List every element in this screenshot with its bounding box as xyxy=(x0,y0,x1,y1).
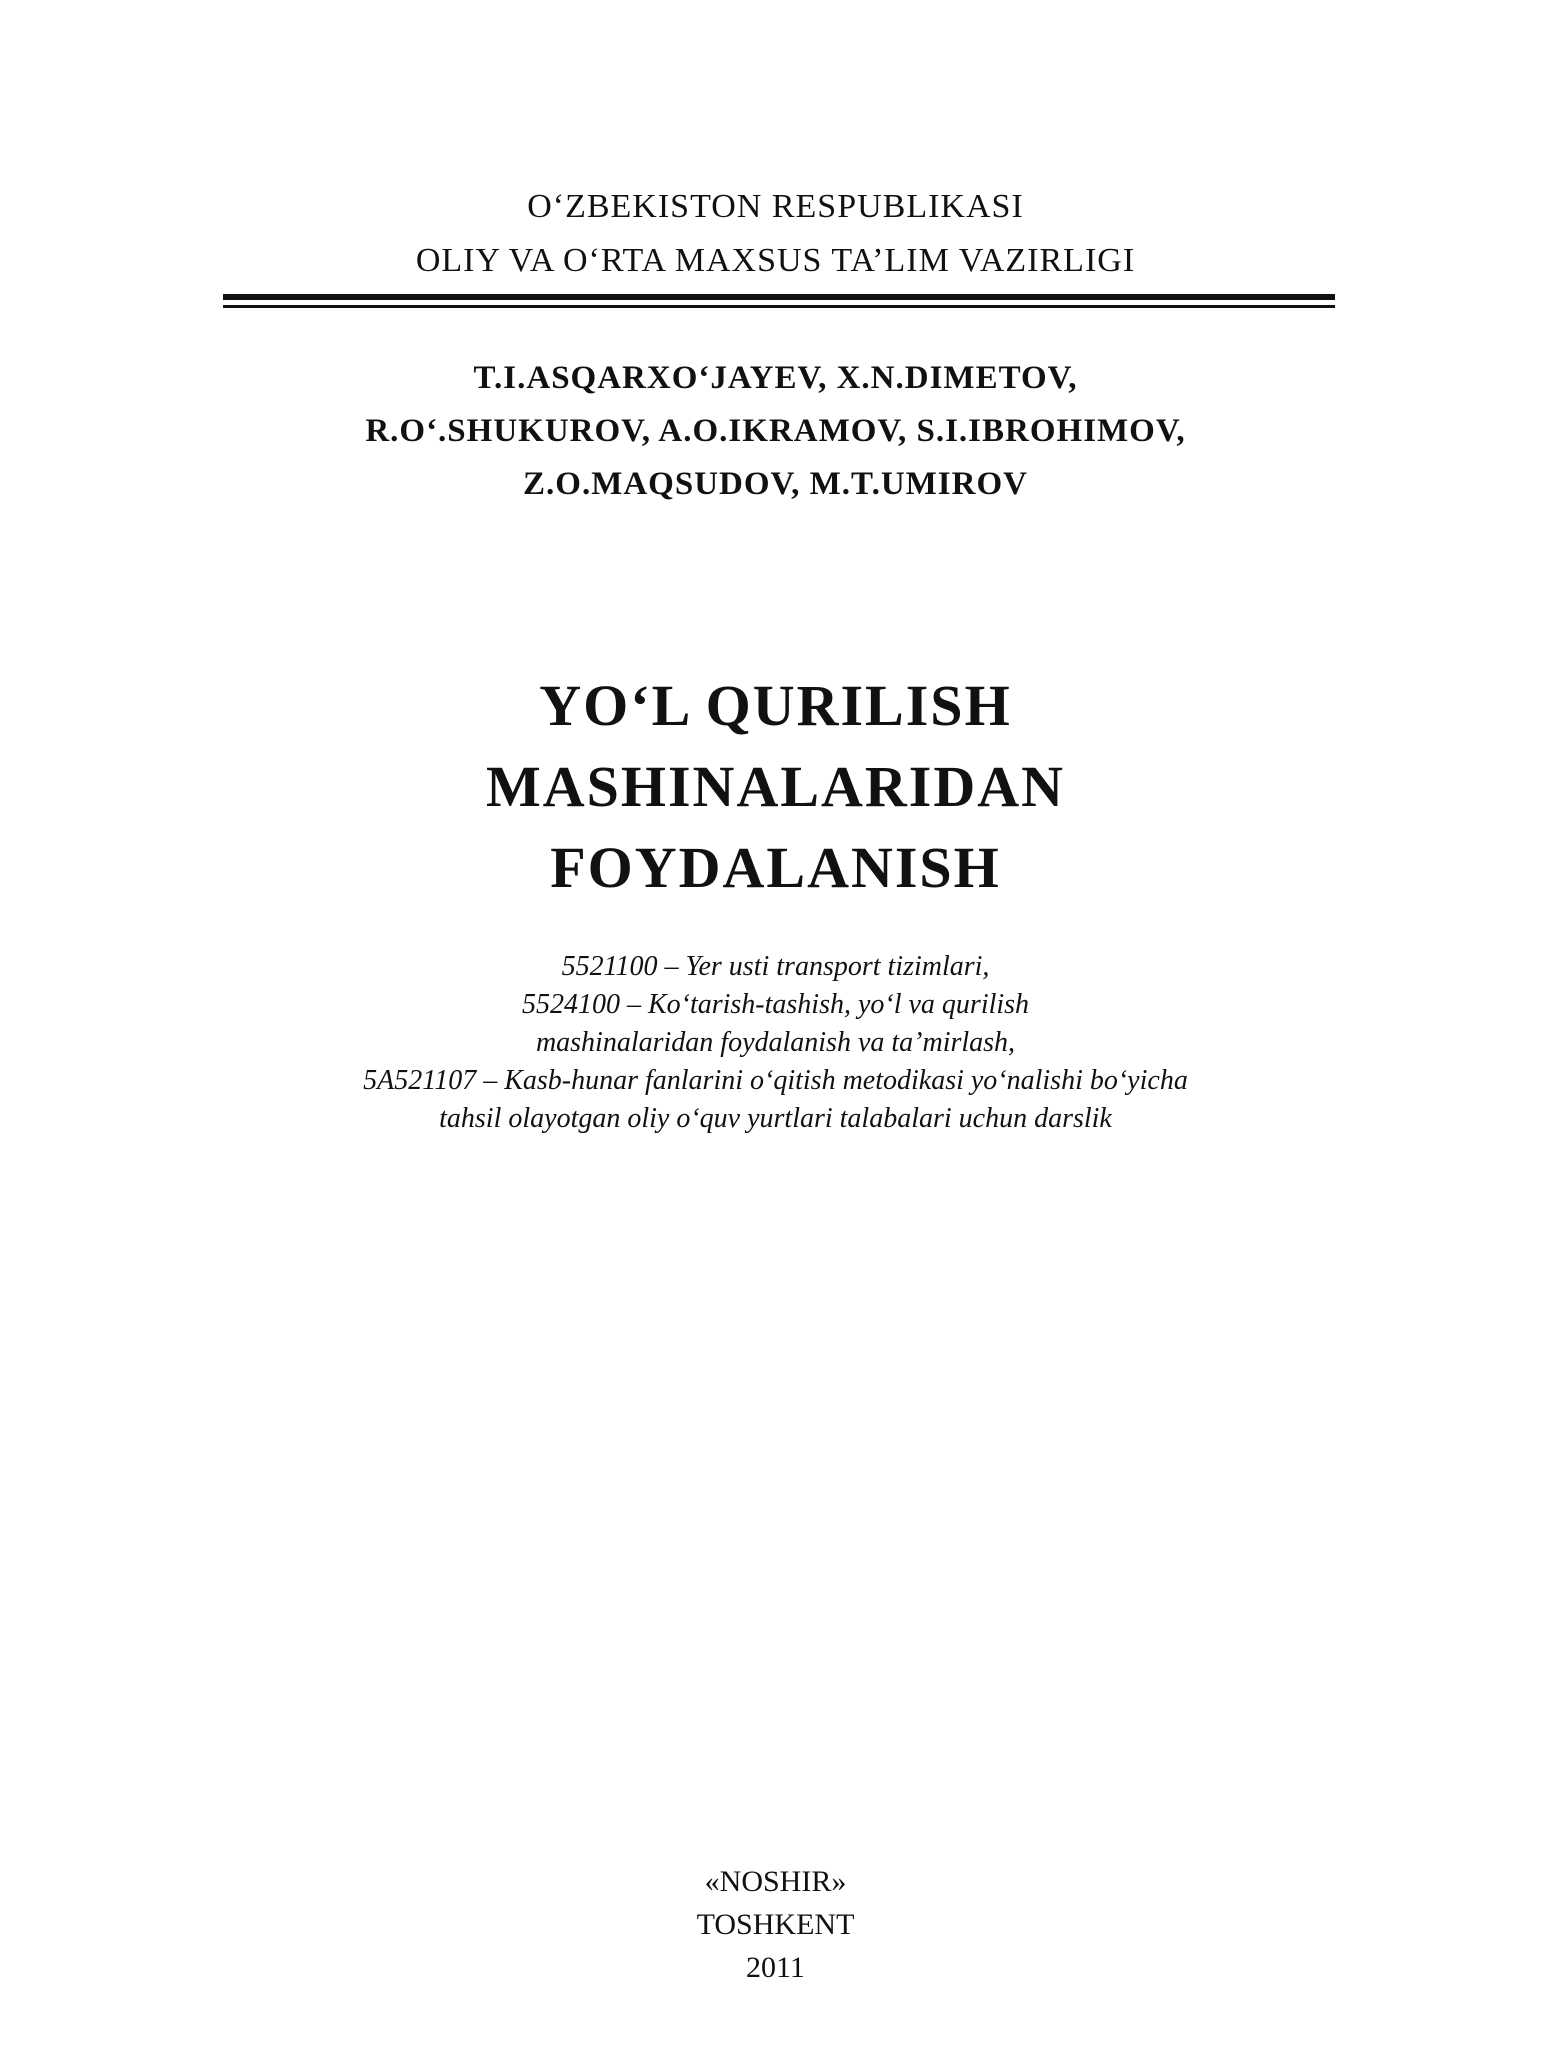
publication-year: 2011 xyxy=(746,1951,805,1984)
authors-line-3: Z.O.MAQSUDOV, M.T.UMIROV xyxy=(523,466,1028,502)
publisher-city: TOSHKENT xyxy=(696,1908,855,1941)
subtitle-line-2: 5524100 – Ko‘tarish-tashish, yo‘l va qurilish xyxy=(521,989,1030,1020)
subtitle-line-1: 5521100 – Yer usti transport tizimlari, xyxy=(561,951,990,982)
ministry-line-2: OLIY VA O‘RTA MAXSUS TA’LIM VAZIRLIGI xyxy=(415,242,1136,279)
authors-block xyxy=(0,352,1551,511)
authors-line-1: T.I.ASQARXO‘JAYEV, X.N.DIMETOV, xyxy=(473,360,1078,396)
title-line-2: MASHINALARIDAN xyxy=(485,754,1066,819)
subtitle-block xyxy=(0,948,1551,1138)
subtitle-line-5: tahsil olayotgan oliy o‘quv yurtlari talabalari uchun darslik xyxy=(439,1103,1112,1134)
subtitle-line-4: 5A521107 – Kasb-hunar fanlarini o‘qitish metodikasi yo‘nalishi bo‘yicha xyxy=(363,1065,1188,1096)
divider-thin-rule xyxy=(223,305,1335,308)
book-title xyxy=(0,665,1551,908)
publisher-name: «NOSHIR» xyxy=(704,1865,847,1898)
authors-line-2: R.O‘.SHUKUROV, A.O.IKRAMOV, S.I.IBROHIMOV, xyxy=(365,413,1186,449)
divider-thick-rule xyxy=(223,294,1335,300)
ministry-line-1: O‘ZBEKISTON RESPUBLIKASI xyxy=(527,188,1024,225)
title-line-3: FOYDALANISH xyxy=(550,835,1001,900)
title-line-1: YO‘L QURILISH xyxy=(539,673,1012,738)
publisher-block xyxy=(0,1860,1551,1989)
ministry-header xyxy=(0,180,1551,288)
subtitle-line-3: mashinalaridan foydalanish va ta’mirlash, xyxy=(535,1027,1016,1058)
